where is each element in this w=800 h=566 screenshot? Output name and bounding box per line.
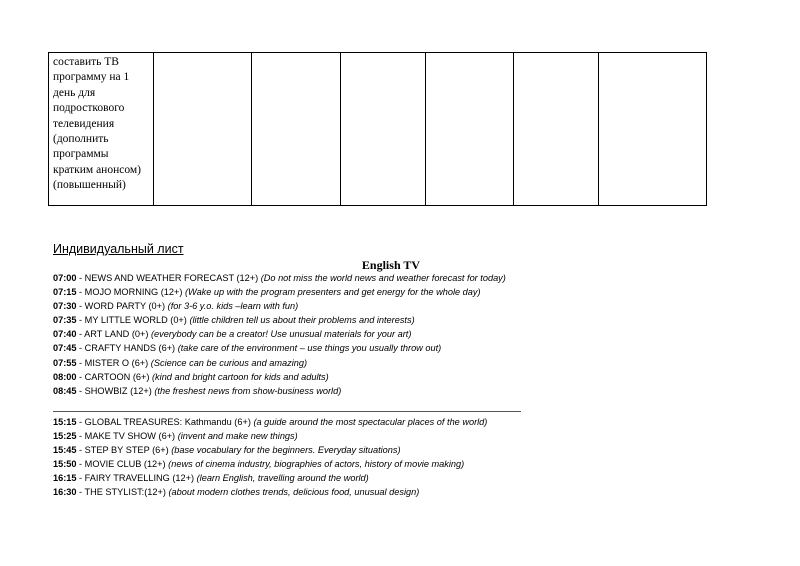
schedule-item: 16:15 - FAIRY TRAVELLING (12+) (learn English, travelling around the world) [53,473,369,484]
schedule-item: 07:55 - MISTER O (6+) (Science can be curious and amazing) [53,357,308,368]
empty-cell [154,53,252,206]
separator-line [53,411,521,412]
table-row [49,53,707,206]
schedule-item: 07:00 - NEWS AND WEATHER FORECAST (12+) (Do not miss the world news and weather forecast for today) [53,273,506,283]
schedule-item: 16:30 - THE STYLIST:(12+) (about modern clothes trends, delicious food, unusual design) [53,487,420,498]
schedule-item: 07:15 - MOJO MORNING (12+) (Wake up with the program presenters and get energy for the whole day) [53,287,481,298]
channel-title: English TV [361,258,421,272]
afternoon-schedule [53,415,487,500]
schedule-item: 08:45 - SHOWBIZ (12+) (the freshest news from show-business world) [53,385,342,396]
schedule-item: 15:50 - MOVIE CLUB (12+) (news of cinema industry, biographies of actors, history of movie making) [53,459,465,470]
task-cell [49,53,154,206]
empty-cell [252,53,341,206]
task-text: составить ТВ программу на 1 день для подросткового телевидения (дополнить программы кратким анонсом) (повышенный) [53,56,141,192]
empty-cell [599,53,707,206]
schedule-item: 08:00 - CARTOON (6+) (kind and bright cartoon for kids and adults) [53,371,329,382]
schedule-item: 07:35 - MY LITTLE WORLD (0+) (little children tell us about their problems and interests) [53,315,415,326]
schedule-item: 07:40 - ART LAND (0+) (everybody can be a creator! Use unusual materials for your art) [53,329,412,340]
empty-cell [341,53,426,206]
schedule-item: 07:30 - WORD PARTY (0+) (for 3-6 y.o. kids –learn with fun) [53,301,299,312]
schedule-item: 15:45 - STEP BY STEP (6+) (base vocabulary for the beginners. Everyday situations) [53,445,401,456]
empty-cell [514,53,599,206]
schedule-item: 15:25 - MAKE TV SHOW (6+) (invent and make new things) [53,431,298,442]
morning-schedule [53,271,506,398]
task-table [48,52,707,206]
schedule-item: 07:45 - CRAFTY HANDS (6+) (take care of the environment – use things you usually throw out) [53,343,442,354]
schedule-item: 15:15 - GLOBAL TREASURES: Kathmandu (6+) (a guide around the most spectacular places of the world) [53,417,488,427]
empty-cell [426,53,514,206]
individual-sheet-title: Индивидуальный лист [53,242,184,256]
